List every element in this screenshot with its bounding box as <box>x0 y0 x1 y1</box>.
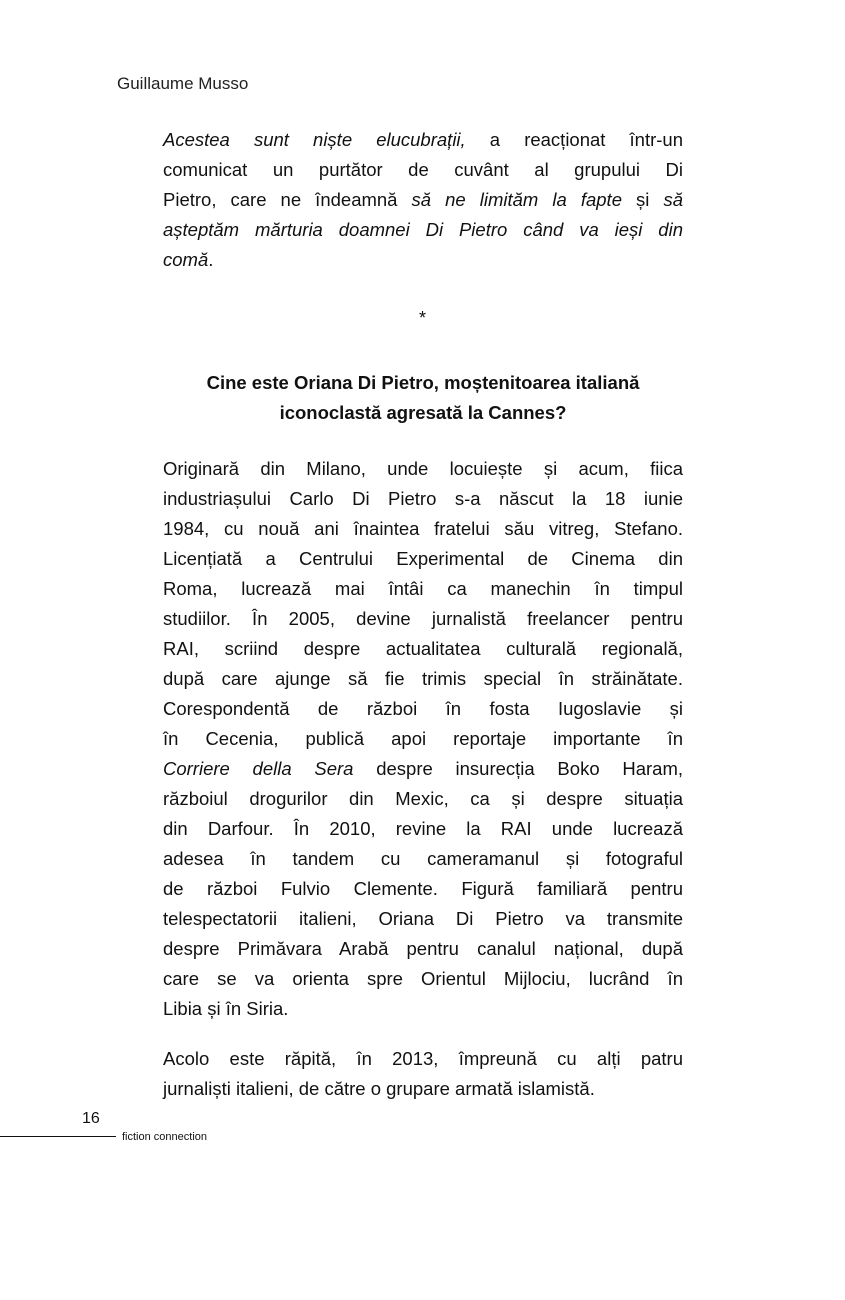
body-paragraph-1 <box>163 454 683 1024</box>
text-line <box>163 604 683 634</box>
text-line <box>163 664 683 694</box>
text-segment: Acolo este răpită, în 2013, împreună cu alți patru <box>163 1048 683 1069</box>
text-line <box>163 994 683 1024</box>
text-segment: Roma, lucrează mai întâi ca manechin în timpul <box>163 578 683 599</box>
running-header-author: Guillaume Musso <box>117 74 249 93</box>
text-line <box>163 844 683 874</box>
text-segment: despre insurecția Boko Haram, <box>353 758 683 779</box>
text-line <box>163 964 683 994</box>
text-segment: studiilor. În 2005, devine jurnalistă freelancer pentru <box>163 608 683 629</box>
text-line <box>163 215 683 245</box>
text-segment: care se va orienta spre Orientul Mijlociu, lucrând în <box>163 968 683 989</box>
imprint-label: fiction connection <box>122 1131 207 1143</box>
text-segment: comunicat un purtător de cuvânt al grupului Di <box>163 159 683 180</box>
text-line <box>163 574 683 604</box>
text-line <box>163 484 683 514</box>
text-segment: Originară din Milano, unde locuiește și acum, fiica <box>163 458 683 479</box>
text-segment: Licențiată a Centrului Experimental de Cinema din <box>163 548 683 569</box>
text-line <box>163 874 683 904</box>
text-segment: adesea în tandem cu cameramanul și fotograful <box>163 848 683 869</box>
text-segment: jurnaliști italieni, de către o grupare armată islamistă. <box>163 1078 595 1099</box>
text-segment: 1984, cu nouă ani înaintea fratelui său vitreg, Stefano. <box>163 518 683 539</box>
text-segment: industriașului Carlo Di Pietro s-a născut la 18 iunie <box>163 488 683 509</box>
text-segment: despre Primăvara Arabă pentru canalul național, după <box>163 938 683 959</box>
text-line <box>163 245 683 275</box>
text-segment: RAI, scriind despre actualitatea culturală regională, <box>163 638 683 659</box>
text-line <box>163 814 683 844</box>
text-line <box>163 454 683 484</box>
text-line <box>163 784 683 814</box>
text-segment: telespectatorii italieni, Oriana Di Pietro va transmite <box>163 908 683 929</box>
text-segment: din Darfour. În 2010, revine la RAI unde lucrează <box>163 818 683 839</box>
italic-text: să <box>663 189 683 210</box>
italic-text: așteptăm mărturia doamnei Di Pietro când va ieși din <box>163 219 683 240</box>
text-segment: a reacționat într-un <box>465 129 684 150</box>
text-line <box>163 724 683 754</box>
text-segment: Corespondentă de război în fosta Iugoslavie și <box>163 698 683 719</box>
italic-text: comă <box>163 249 209 270</box>
text-line <box>163 904 683 934</box>
body-paragraph-2 <box>163 1044 683 1104</box>
text-line <box>163 185 683 215</box>
heading-line-2: iconoclastă agresată la Cannes? <box>279 402 567 423</box>
text-line <box>163 125 683 155</box>
quote-paragraph <box>163 125 683 275</box>
text-segment: Pietro, care ne îndeamnă <box>163 189 412 210</box>
text-line <box>163 1074 683 1104</box>
italic-text: Corriere della Sera <box>163 758 354 779</box>
text-line <box>163 694 683 724</box>
italic-text: Acestea sunt niște elucubrații, <box>163 129 466 150</box>
section-separator: * <box>418 308 426 328</box>
text-line <box>163 634 683 664</box>
text-segment: războiul drogurilor din Mexic, ca și despre situația <box>163 788 683 809</box>
text-segment: Libia și în Siria. <box>163 998 289 1019</box>
text-segment: . <box>208 249 214 270</box>
heading-line-1: Cine este Oriana Di Pietro, moștenitoarea italiană <box>206 372 640 393</box>
text-segment: de război Fulvio Clemente. Figură familiară pentru <box>163 878 683 899</box>
text-segment: și <box>621 189 664 210</box>
section-heading <box>163 368 683 428</box>
text-line <box>163 1044 683 1074</box>
italic-text: să ne limităm la fapte <box>411 189 622 210</box>
text-line <box>163 155 683 185</box>
text-line <box>163 514 683 544</box>
text-line <box>163 544 683 574</box>
text-line <box>163 754 683 784</box>
text-segment: în Cecenia, publică apoi reportaje importante în <box>163 728 683 749</box>
text-segment: după care ajunge să fie trimis special în străinătate. <box>163 668 683 689</box>
page-number: 16 <box>82 1110 100 1127</box>
footer-rule <box>0 1136 116 1137</box>
text-line <box>163 934 683 964</box>
